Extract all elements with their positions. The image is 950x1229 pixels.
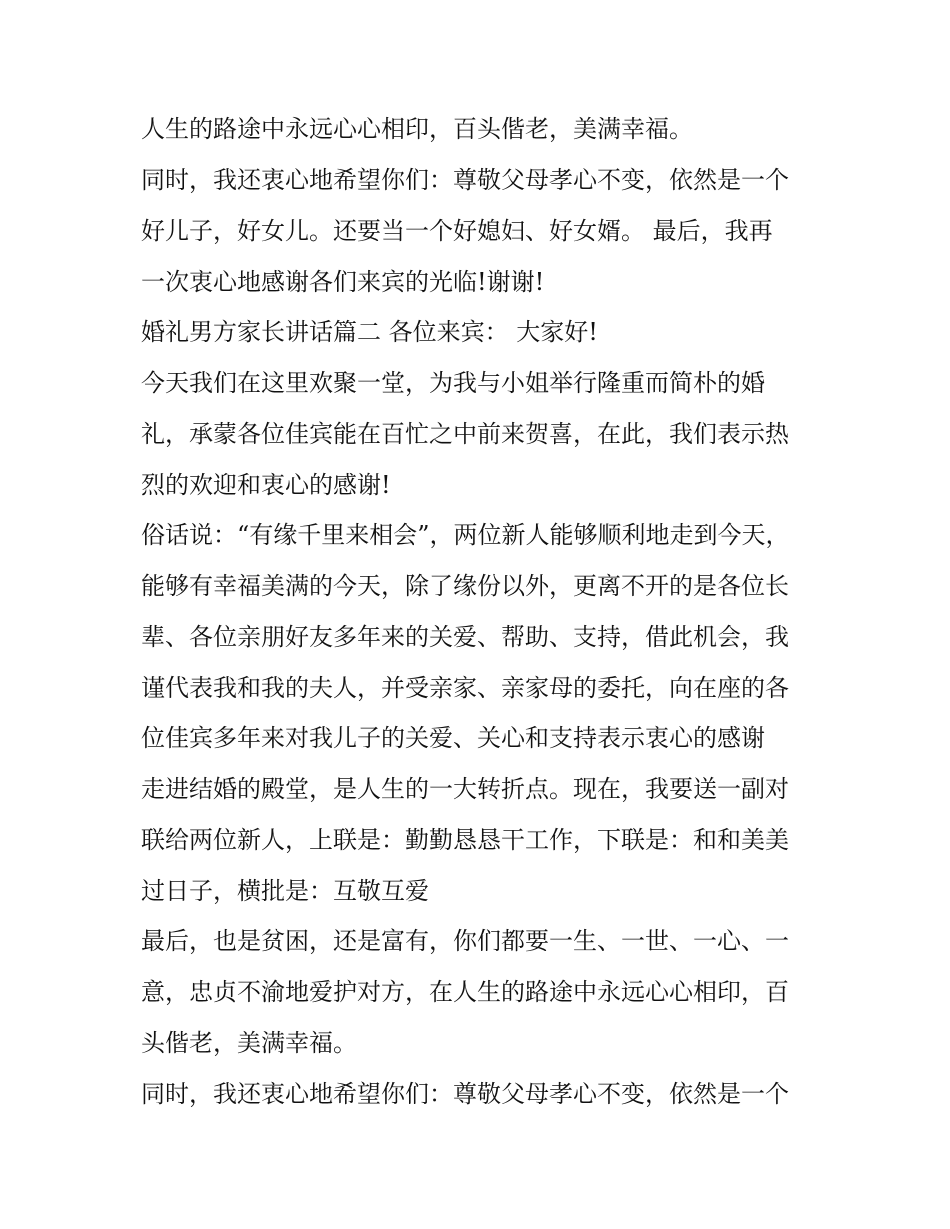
text-line: 走进结婚的殿堂，是人生的一大转折点。现在，我要送一副对 — [141, 775, 789, 803]
text-line: 婚礼男方家长讲话篇二 各位来宾： 大家好! — [141, 318, 598, 346]
text-line: 同时，我还衷心地希望你们：尊敬父母孝心不变，依然是一个 — [141, 166, 789, 194]
text-line: 最后，也是贫困，还是富有，你们都要一生、一世、一心、一 — [141, 927, 789, 955]
text-line: 一次衷心地感谢各们来宾的光临!谢谢! — [141, 268, 545, 296]
text-line: 谨代表我和我的夫人，并受亲家、亲家母的委托，向在座的各 — [141, 674, 789, 702]
text-line: 烈的欢迎和衷心的感谢! — [141, 471, 391, 499]
text-line: 好儿子，好女儿。还要当一个好媳妇、好女婿。 最后，我再 — [141, 217, 773, 245]
text-line: 同时，我还衷心地希望你们：尊敬父母孝心不变，依然是一个 — [141, 1080, 789, 1108]
text-line: 今天我们在这里欢聚一堂，为我与小姐举行隆重而简朴的婚 — [141, 369, 765, 397]
text-line: 俗话说：“有缘千里来相会”，两位新人能够顺利地走到今天， — [141, 521, 790, 549]
text-line: 礼，承蒙各位佳宾能在百忙之中前来贺喜，在此，我们表示热 — [141, 420, 789, 448]
text-line: 联给两位新人，上联是：勤勤恳恳干工作，下联是：和和美美 — [141, 826, 789, 854]
text-line: 头偕老，美满幸福。 — [141, 1029, 357, 1057]
text-line: 辈、各位亲朋好友多年来的关爱、帮助、支持，借此机会，我 — [141, 623, 789, 651]
text-line: 能够有幸福美满的今天，除了缘份以外，更离不开的是各位长 — [141, 572, 789, 600]
text-line: 过日子，横批是：互敬互爱 — [141, 877, 429, 905]
text-line: 意，忠贞不渝地爱护对方，在人生的路途中永远心心相印，百 — [141, 978, 789, 1006]
text-line: 人生的路途中永远心心相印，百头偕老，美满幸福。 — [141, 115, 693, 143]
text-line: 位佳宾多年来对我儿子的关爱、关心和支持表示衷心的感谢 — [141, 724, 765, 752]
